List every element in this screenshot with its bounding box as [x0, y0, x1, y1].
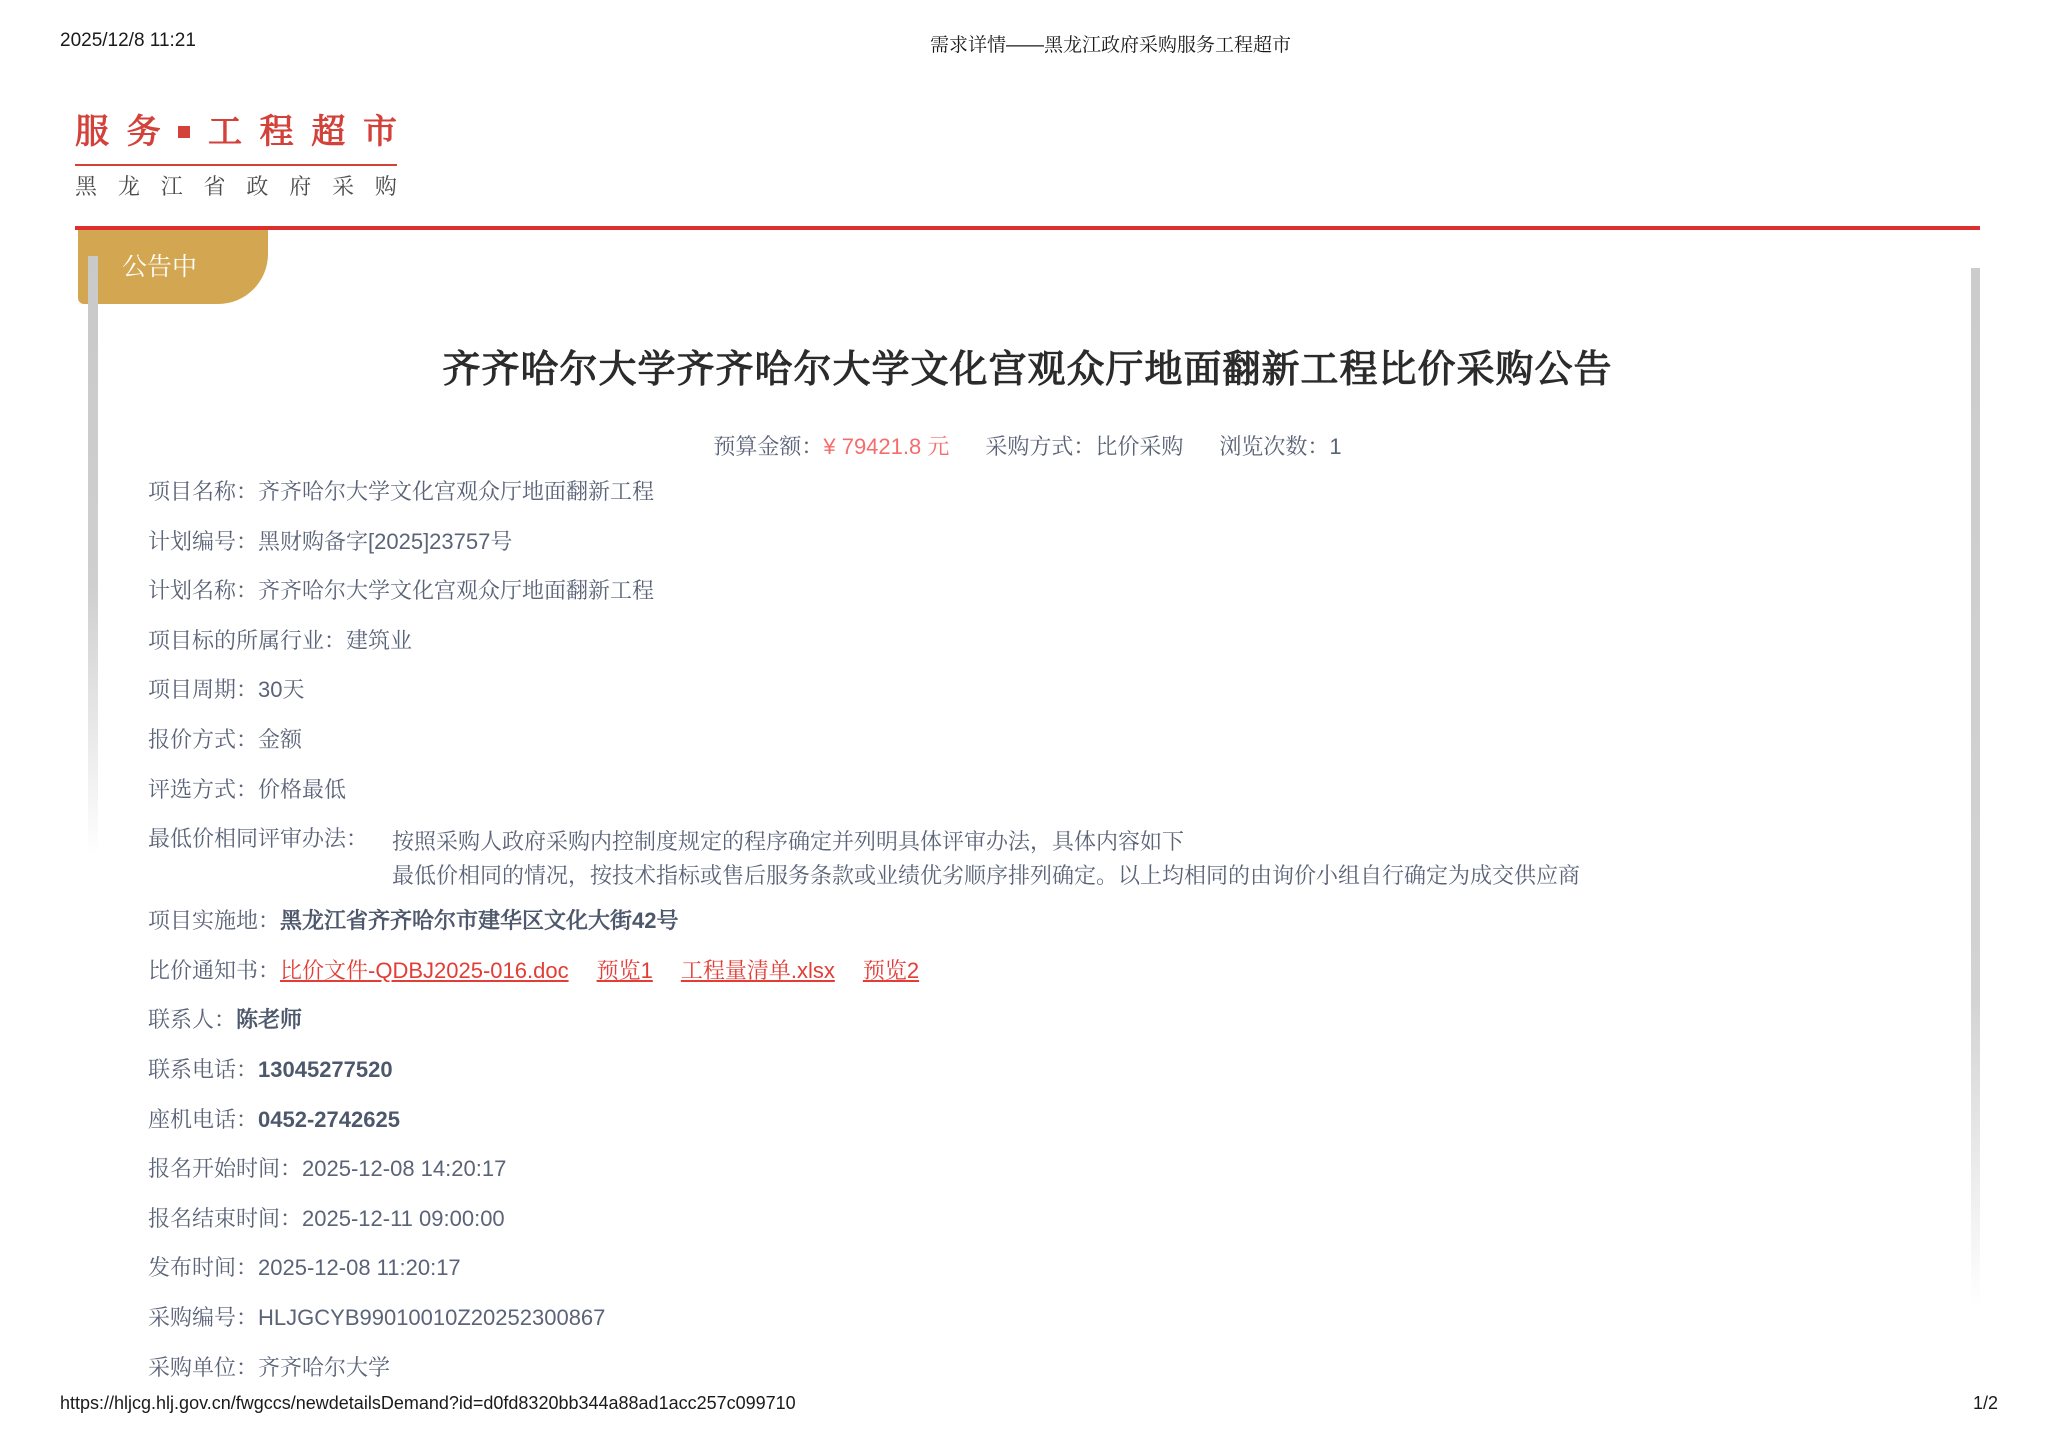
logo-subtitle-char: 采	[332, 174, 355, 199]
field-value: 陈老师	[236, 1007, 303, 1033]
logo-dot-separator-icon	[178, 126, 190, 138]
logo-subtitle-char: 府	[289, 174, 312, 199]
field-row-tie-break-rule	[148, 825, 1980, 907]
field-row-publish-time	[148, 1254, 1980, 1304]
logo-title-char: 市	[362, 113, 397, 151]
boq-xlsx-link[interactable]: 工程量清单.xlsx	[680, 957, 835, 983]
method-label: 采购方式：	[985, 434, 1096, 459]
logo-title	[75, 112, 397, 152]
field-value: 黑财购备字[2025]23757号	[258, 528, 513, 554]
field-label: 评选方式：	[148, 776, 259, 802]
method-value: 比价采购	[1095, 434, 1184, 459]
views-label: 浏览次数：	[1219, 434, 1330, 459]
field-row-plan-number	[148, 528, 1980, 578]
field-value: 13045277520	[258, 1056, 393, 1082]
budget-group	[713, 432, 949, 462]
field-label: 项目标的所属行业：	[148, 627, 347, 653]
logo-title-char: 务	[126, 113, 161, 151]
tie-break-rule-line1: 按照采购人政府采购内控制度规定的程序确定并列明具体评审办法，具体内容如下	[392, 829, 1185, 855]
field-label: 项目实施地：	[148, 908, 281, 934]
announcement-panel	[75, 348, 1980, 1403]
announcement-title: 齐齐哈尔大学齐齐哈尔大学文化宫观众厅地面翻新工程比价采购公告	[442, 349, 1613, 391]
field-label: 报名开始时间：	[148, 1156, 303, 1182]
preview1-link[interactable]: 预览1	[596, 957, 653, 983]
field-label: 最低价相同评审办法：	[148, 826, 369, 852]
budget-amount: ¥ 79421.8 元	[823, 434, 950, 459]
field-row-contact-phone	[148, 1056, 1980, 1106]
field-value: 齐齐哈尔大学	[258, 1354, 391, 1380]
field-label: 报价方式：	[148, 726, 259, 752]
field-row-signup-end	[148, 1205, 1980, 1255]
print-footer-page-number: 1/2	[1972, 1393, 1998, 1413]
field-label: 采购单位：	[148, 1354, 259, 1380]
logo-subtitle-char: 购	[374, 174, 397, 199]
field-value: 齐齐哈尔大学文化宫观众厅地面翻新工程	[258, 479, 655, 504]
field-row-plan-name	[148, 577, 1980, 627]
field-row-signup-start	[148, 1155, 1980, 1205]
field-row-contact-person	[148, 1006, 1980, 1056]
field-row-project-name	[148, 478, 1980, 528]
panel-top-rule	[75, 226, 1980, 230]
tie-break-rule-line2: 最低价相同的情况，按技术指标或售后服务条款或业绩优劣顺序排列确定。以上均相同的由询价小组自行确定为成交供应商	[392, 863, 1581, 889]
notice-doc-link[interactable]: 比价文件-QDBJ2025-016.doc	[280, 957, 569, 983]
field-label: 比价通知书：	[148, 957, 281, 983]
print-footer-url: https://hljcg.hlj.gov.cn/fwgccs/newdetailsDemand?id=d0fd8320bb344a88ad1acc257c099710	[60, 1393, 796, 1413]
field-value: 2025-12-08 11:20:17	[258, 1255, 461, 1281]
logo-subtitle-char: 省	[203, 174, 226, 199]
field-label: 项目名称：	[148, 479, 259, 504]
field-label: 联系人：	[148, 1007, 237, 1033]
field-value: 0452-2742625	[258, 1106, 400, 1132]
field-value: 齐齐哈尔大学文化宫观众厅地面翻新工程	[258, 578, 655, 604]
budget-label: 预算金额：	[713, 434, 824, 459]
field-value: 建筑业	[346, 627, 413, 653]
field-row-quote-method	[148, 726, 1980, 776]
views-count: 1	[1329, 434, 1342, 459]
logo-subtitle-char: 江	[160, 174, 183, 199]
logo-subtitle-char: 黑	[75, 174, 98, 199]
summary-row	[75, 432, 1980, 462]
field-list	[75, 478, 1980, 1403]
field-row-location	[148, 907, 1980, 957]
status-badge: 公告中	[78, 230, 268, 304]
field-value: 金额	[258, 726, 303, 752]
preview2-link[interactable]: 预览2	[862, 957, 920, 983]
field-label: 报名结束时间：	[148, 1205, 303, 1231]
field-label: 座机电话：	[148, 1106, 259, 1132]
field-row-procurement-number	[148, 1304, 1980, 1354]
site-logo	[75, 112, 397, 200]
logo-underline	[75, 164, 397, 166]
field-label: 发布时间：	[148, 1255, 259, 1281]
field-row-notice-files	[148, 957, 1980, 1007]
tie-break-rule-text	[392, 825, 1580, 893]
views-group	[1219, 432, 1341, 462]
field-value: 价格最低	[258, 776, 347, 802]
method-group	[985, 432, 1183, 462]
field-value: 2025-12-08 14:20:17	[302, 1156, 507, 1182]
logo-subtitle-char: 政	[246, 174, 269, 199]
field-label: 计划编号：	[148, 528, 259, 554]
logo-subtitle-char: 龙	[117, 174, 140, 199]
field-row-selection-method	[148, 776, 1980, 826]
logo-subtitle	[75, 174, 397, 200]
field-row-duration	[148, 676, 1980, 726]
field-value: 2025-12-11 09:00:00	[302, 1205, 505, 1231]
field-label: 采购编号：	[148, 1304, 259, 1330]
logo-title-char: 服	[75, 113, 109, 151]
logo-title-char: 程	[259, 113, 294, 151]
field-label: 计划名称：	[148, 578, 259, 604]
field-row-landline	[148, 1106, 1980, 1156]
print-header-date: 2025/12/8 11:21	[60, 30, 196, 51]
logo-title-char: 工	[207, 113, 242, 151]
field-value: HLJGCYB99010010Z20252300867	[258, 1304, 606, 1330]
field-label: 联系电话：	[148, 1056, 259, 1082]
field-value: 黑龙江省齐齐哈尔市建华区文化大街42号	[280, 908, 679, 934]
field-row-industry	[148, 627, 1980, 677]
field-label: 项目周期：	[148, 677, 259, 703]
field-value: 30天	[258, 677, 305, 703]
logo-title-char: 超	[311, 113, 346, 151]
print-header-title: 需求详情——黑龙江政府采购服务工程超市	[930, 35, 1292, 56]
